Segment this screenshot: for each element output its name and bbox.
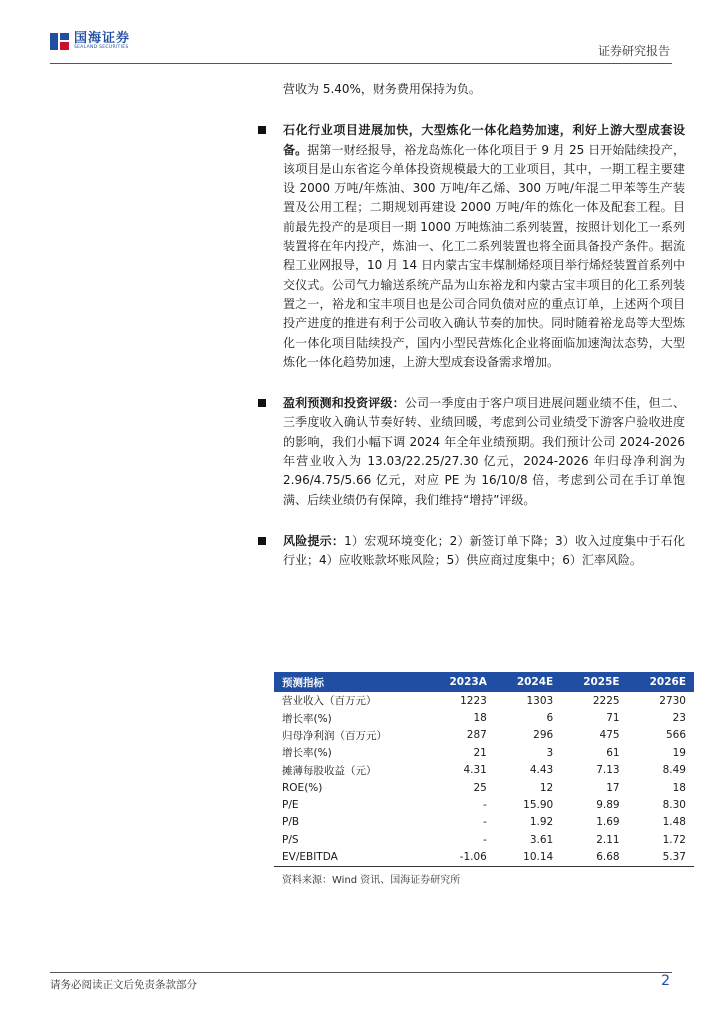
row-label: P/B [282,816,300,829]
table-cell: 9.89 [596,799,620,812]
table-cell: 21 [473,746,487,759]
row-label: 增长率(%) [282,747,332,760]
section-earnings-forecast [283,394,685,510]
table-header-row [274,672,694,692]
row-label: 增长率(%) [282,712,332,725]
table-cell: 1.69 [596,816,620,829]
table-cell: 566 [665,729,686,742]
table-cell: 18 [473,712,487,725]
table-cell: 18 [672,781,686,794]
footer-divider [50,972,672,973]
company-logo [50,32,130,51]
row-label: P/E [282,799,299,812]
table-cell: 61 [606,746,620,759]
table-cell: - [483,799,487,812]
table-row [274,709,694,726]
table-cell: 5.37 [628,849,694,867]
table-cell: 4.31 [463,764,487,777]
table-cell: 1.72 [662,833,686,846]
header-divider [50,63,672,64]
table-cell: 25 [473,781,487,794]
row-label: P/S [282,833,299,846]
table-row [274,814,694,831]
section-title: 风险提示： [283,533,345,548]
intro-continuation: 营收为 5.40%，财务费用保持为负。 [283,82,481,96]
section-title: 石化行业项目进展加快，大型炼化一体化趋势加速，利好上游大型成套设备。 [283,123,685,157]
table-row [274,744,694,761]
table-cell: 7.13 [596,764,620,777]
row-label: ROE(%) [282,781,323,794]
table-cell: 475 [599,729,620,742]
table-cell: 17 [606,781,620,794]
page-number: 2 [661,973,670,989]
column-header: 2024E [495,672,561,692]
table-cell: 2730 [659,694,686,707]
forecast-table [274,672,694,867]
section-title: 盈利预测和投资评级： [283,396,405,411]
table-cell: 71 [606,712,620,725]
table-cell: 12 [539,781,554,794]
table-cell: 23 [672,712,686,725]
square-bullet-icon [258,537,266,545]
square-bullet-icon [258,399,266,407]
table-row [274,796,694,813]
table-row [274,831,694,848]
square-bullet-icon [258,126,266,134]
table-cell: 8.30 [662,799,686,812]
section-body: 公司一季度由于客户项目进展问题业绩不佳，但二、三季度收入确认节奏好转、业绩回暖，考虑到公司业绩受下游客户验收进度的影响，我们小幅下调 2024 年全年业绩预期。我们预计公司 2024-2026 年营业收入为 13.03/22.25/27.30 亿元，2024-2026 年归母净利润为 2.96/4.75/5.66 亿元，对应 PE 为 16/10/8 倍，考虑到公司在手订单饱满、后续业绩仍有保障，我们维持“增持”评级。 [283,396,685,507]
forecast-table-container [274,672,694,886]
table-cell: 1223 [460,694,487,707]
table-cell: 1.48 [662,816,686,829]
table-cell: 2225 [592,694,620,707]
table-cell: 6.68 [561,849,627,867]
section-body: 据第一财经报导，裕龙岛炼化一体化项目于 9 月 25 日开始陆续投产，该项目是山东省迄今单体投资规模最大的工业项目，其中，一期工程主要建设 2000 万吨/年炼油、300 万吨/年乙烯、300 万吨/年混二甲苯等生产装置及公用工程；二期规划再建设 2000 万吨/年的炼化一体及配套工程。目前最先投产的是项目一期 1000 万吨炼油二系列装置，按照计划化工一系列装置将在年内投产，炼油一、化工二系列装置也将全面具备投产条件。据流程工业网报导，10 月 14 日内蒙古宝丰煤制烯烃项目举行烯烃装置首系列中交仪式。公司气力输送系统产品为山东裕龙和内蒙古宝丰项目的化工系列装置之一，裕龙和宝丰项目也是公司合同负债对应的重点订单，上述两个项目投产进度的推进有利于公司收入确认节奏的加快。同时随着裕龙岛等大型炼化一体化项目陆续投产，国内小型民营炼化企业将面临加速淘汰态势，大型炼化一体化趋势加速，上游大型成套设备需求增加。 [283,142,685,369]
table-row [274,849,694,867]
table-cell: 3 [546,746,554,759]
row-label: 归母净利润（百万元） [282,729,387,742]
table-row [274,762,694,779]
logo-name-en: SEALAND SECURITIES [74,45,129,50]
row-label: EV/EBITDA [274,849,427,867]
table-cell: 296 [533,729,554,742]
table-cell: 8.49 [662,764,686,777]
table-cell: 4.43 [529,764,554,777]
table-cell: 1303 [526,694,554,707]
section-risk-warning [283,532,685,571]
section-industry-progress [283,121,685,372]
page-header [0,0,724,66]
table-cell: 287 [466,729,487,742]
table-row [274,692,694,709]
report-type: 证券研究报告 [597,44,670,58]
table-cell: 3.61 [529,833,554,846]
column-header: 2025E [561,672,627,692]
table-source-note: 资料来源：Wind 资讯、国海证券研究所 [282,874,461,886]
table-cell: - [483,816,487,829]
report-body [283,80,685,571]
table-row [274,727,694,744]
table-cell: 2.11 [596,833,620,846]
column-header: 2026E [628,672,694,692]
logo-name-cn: 国海证券 [74,31,131,46]
logo-mark-icon [50,33,69,50]
disclaimer-note: 请务必阅读正文后免责条款部分 [50,979,197,991]
table-cell: 19 [672,746,686,759]
table-cell: -1.06 [427,849,495,867]
table-cell: 10.14 [495,849,561,867]
row-label: 摊薄每股收益（元） [282,764,377,777]
table-row [274,779,694,796]
table-cell: 15.90 [523,799,554,812]
table-cell: 6 [546,712,554,725]
column-header: 2023A [427,672,495,692]
section-body: 1）宏观环境变化；2）新签订单下降；3）收入过度集中于石化行业；4）应收账款坏账风险；5）供应商过度集中；6）汇率风险。 [283,533,685,568]
column-header: 预测指标 [274,672,427,692]
table-cell: 1.92 [529,816,554,829]
row-label: 营业收入（百万元） [282,695,377,708]
table-cell: - [483,833,487,846]
